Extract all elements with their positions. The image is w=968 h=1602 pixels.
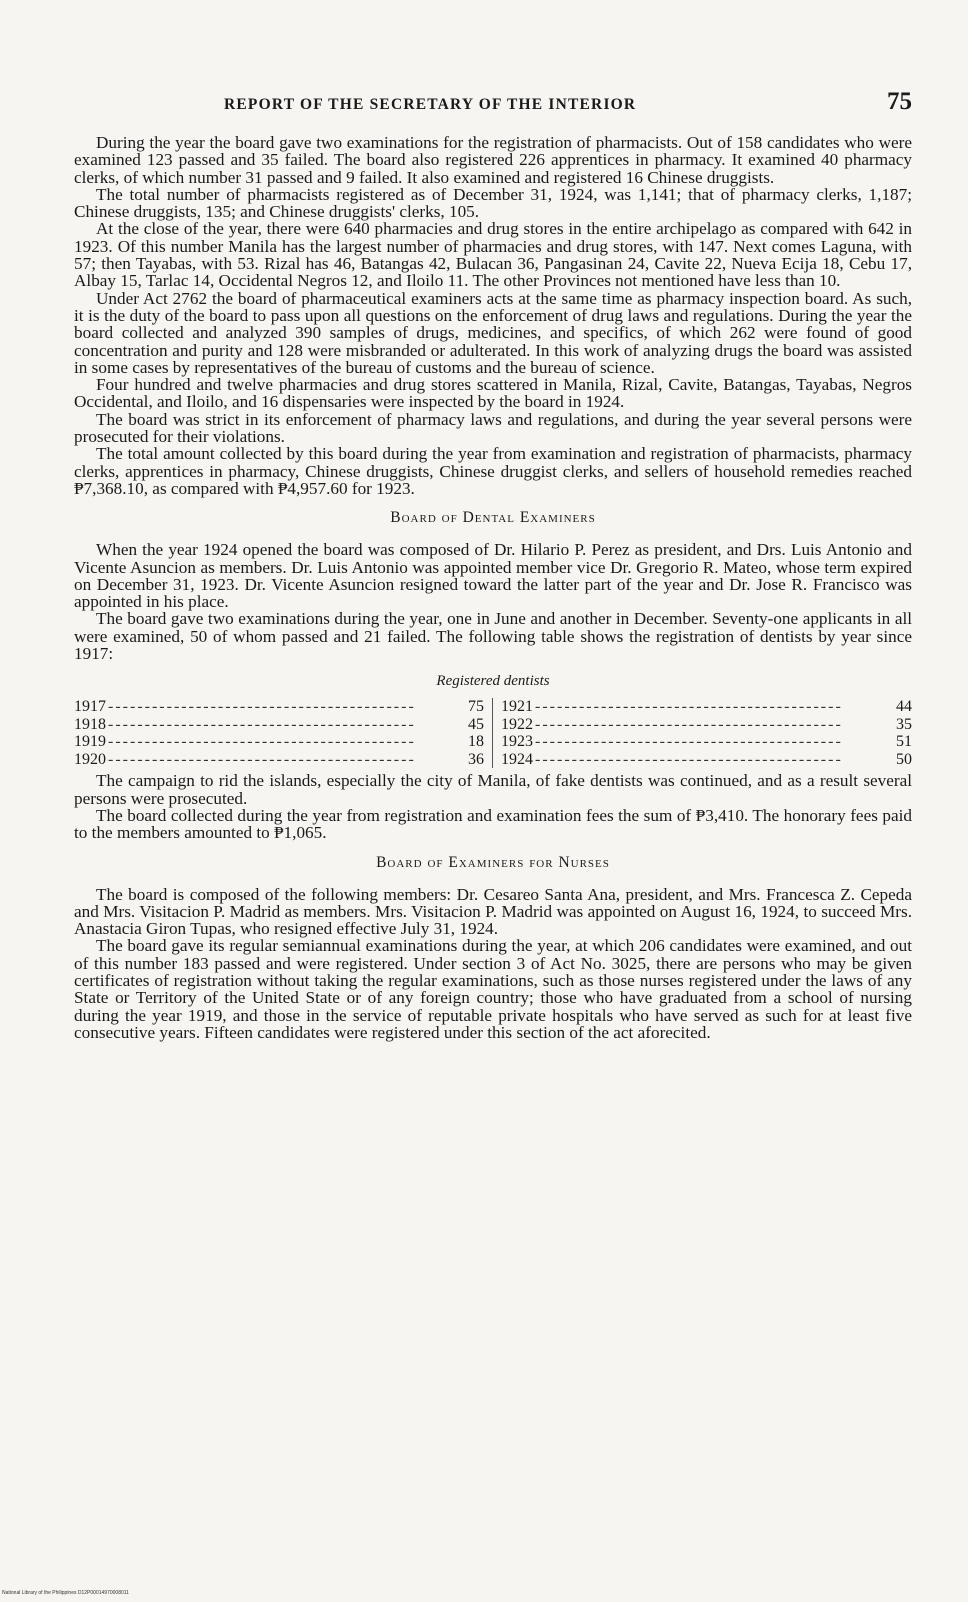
count-cell: 51 (896, 733, 912, 751)
year-cell: 1919 (74, 733, 106, 751)
table-row (74, 698, 484, 716)
count-cell: 36 (468, 750, 484, 768)
paragraph: Four hundred and twelve pharmacies and drug stores scattered in Manila, Rizal, Cavite, Batangas, Tayabas, Negros Occidental, and Iloilo, and 16 dispensaries were inspected by the board in 1924. (74, 375, 912, 412)
table-row (74, 733, 484, 751)
paragraph: During the year the board gave two examinations for the registration of pharmacists. Out of 158 candidates who were examined 123 passed and 35 failed. The board also registered 226 apprentices in pharmacy. It examined 40 pharmacy clerks, of which number 31 passed and 9 failed. It also examined and registered 16 Chinese druggists. (74, 133, 912, 187)
registered-dentists-table (74, 698, 912, 768)
pharmacy-section (74, 134, 912, 497)
page-header (74, 90, 912, 134)
leader-dots: ------------------------------------------ (108, 733, 416, 751)
leader-dots: ------------------------------------------ (535, 733, 843, 751)
paragraph: The total amount collected by this board during the year from examination and registration of pharmacists, pharmacy clerks, apprentices in pharmacy, Chinese druggists, Chinese druggist clerks, and sellers of household remedies reached ₱7,368.10, as compared with ₱4,957.60 for 1923. (74, 444, 912, 498)
table-caption: Registered dentists (436, 673, 550, 690)
leader-dots: ------------------------------------------ (108, 750, 416, 768)
table-row (501, 751, 912, 769)
count-cell: 18 (468, 733, 484, 751)
year-cell: 1922 (501, 715, 533, 733)
year-cell: 1920 (74, 750, 106, 768)
paragraph: The campaign to rid the islands, especially the city of Manila, of fake dentists was continued, and as a result several persons were prosecuted. (74, 771, 912, 808)
scan-footer-note: National Library of the Philippines D12P00014970008011 (2, 1590, 129, 1596)
paragraph: The board is composed of the following members: Dr. Cesareo Santa Ana, president, and Mrs. Francesca Z. Cepeda and Mrs. Visitacion P. Madrid as members. Mrs. Visitacion P. Madrid was appointed on August 16, 1924, to succeed Mrs. Anastacia Giron Tupas, who resigned effective July 31, 1924. (74, 884, 912, 939)
year-cell: 1917 (74, 698, 106, 716)
table-row (74, 751, 484, 769)
section-heading-nurses: Board of Examiners for Nurses (376, 853, 610, 871)
running-title: REPORT OF THE SECRETARY OF THE INTERIOR (224, 96, 637, 113)
count-cell: 45 (468, 715, 484, 733)
document-page (74, 90, 912, 1041)
section-heading-dental: Board of Dental Examiners (390, 509, 596, 527)
leader-dots: ------------------------------------------ (108, 698, 416, 716)
count-cell: 44 (896, 698, 912, 716)
table-column-right (493, 698, 912, 768)
leader-dots: ------------------------------------------ (535, 715, 843, 733)
leader-dots: ------------------------------------------ (535, 698, 843, 716)
year-cell: 1918 (74, 715, 106, 733)
table-row (501, 716, 912, 734)
dental-section (74, 541, 912, 841)
table-row (501, 698, 912, 716)
year-cell: 1921 (501, 698, 533, 716)
paragraph: Under Act 2762 the board of pharmaceutical examiners acts at the same time as pharmacy inspection board. As such, it is the duty of the board to pass upon all questions on the enforcement of drug laws and regulations. During the year the board collected and analyzed 390 samples of drugs, medicines, and specifics, of which 262 were found of good concentration and purity and 128 were misbranded or adulterated. In this work of analyzing drugs the board was assisted in some cases by representatives of the bureau of customs and the bureau of science. (74, 288, 912, 377)
paragraph: The board collected during the year from registration and examination fees the sum of ₱3,410. The honorary fees paid to the members amounted to ₱1,065. (74, 805, 912, 843)
year-cell: 1924 (501, 750, 533, 768)
nurses-section (74, 886, 912, 1042)
leader-dots: ------------------------------------------ (535, 750, 843, 768)
table-row (74, 716, 484, 734)
count-cell: 50 (896, 750, 912, 768)
paragraph: At the close of the year, there were 640 pharmacies and drug stores in the entire archipelago as compared with 642 in 1923. Of this number Manila has the largest number of pharmacies and drug stores, with 147. Next comes Laguna, with 57; then Tayabas, with 53. Rizal has 46, Batangas 42, Bulacan 36, Pangasinan 24, Cavite 22, Nueva Ecija 18, Cebu 17, Albay 15, Tarlac 14, Occidental Negros 12, and Iloilo 11. The other Provinces not mentioned have less than 10. (74, 219, 912, 291)
paragraph: The board gave two examinations during the year, one in June and another in December. Seventy-one applicants in all were examined, 50 of whom passed and 21 failed. The following table shows the registration of dentists by year since 1917: (74, 609, 912, 664)
paragraph: The board was strict in its enforcement of pharmacy laws and regulations, and during the year several persons were prosecuted for their violations. (74, 409, 912, 447)
table-row (501, 733, 912, 751)
count-cell: 75 (468, 698, 484, 716)
table-column-left (74, 698, 493, 768)
paragraph: When the year 1924 opened the board was composed of Dr. Hilario P. Perez as president, and Drs. Luis Antonio and Vicente Asuncion as members. Dr. Luis Antonio was appointed member vice Dr. Gregorio R. Mateo, whose term expired on December 31, 1923. Dr. Vicente Asuncion resigned toward the latter part of the year and Dr. Jose R. Francisco was appointed in his place. (74, 540, 912, 612)
paragraph: The total number of pharmacists registered as of December 31, 1924, was 1,141; that of pharmacy clerks, 1,187; Chinese druggists, 135; and Chinese druggists' clerks, 105. (74, 184, 912, 222)
leader-dots: ------------------------------------------ (108, 715, 416, 733)
page-number: 75 (887, 88, 912, 115)
year-cell: 1923 (501, 733, 533, 751)
count-cell: 35 (896, 715, 912, 733)
paragraph: The board gave its regular semiannual examinations during the year, at which 206 candidates were examined, and out of this number 183 passed and were registered. Under section 3 of Act No. 3025, there are persons who may be given certificates of registration without taking the regular examinations, such as those nurses registered under the laws of any State or Territory of the United State or of any foreign country; those who have graduated from a school of nursing during the year 1919, and those in the service of reputable private hospitals who have served as such for at least five consecutive years. Fifteen candidates were registered under this section of the act aforecited. (74, 936, 912, 1042)
